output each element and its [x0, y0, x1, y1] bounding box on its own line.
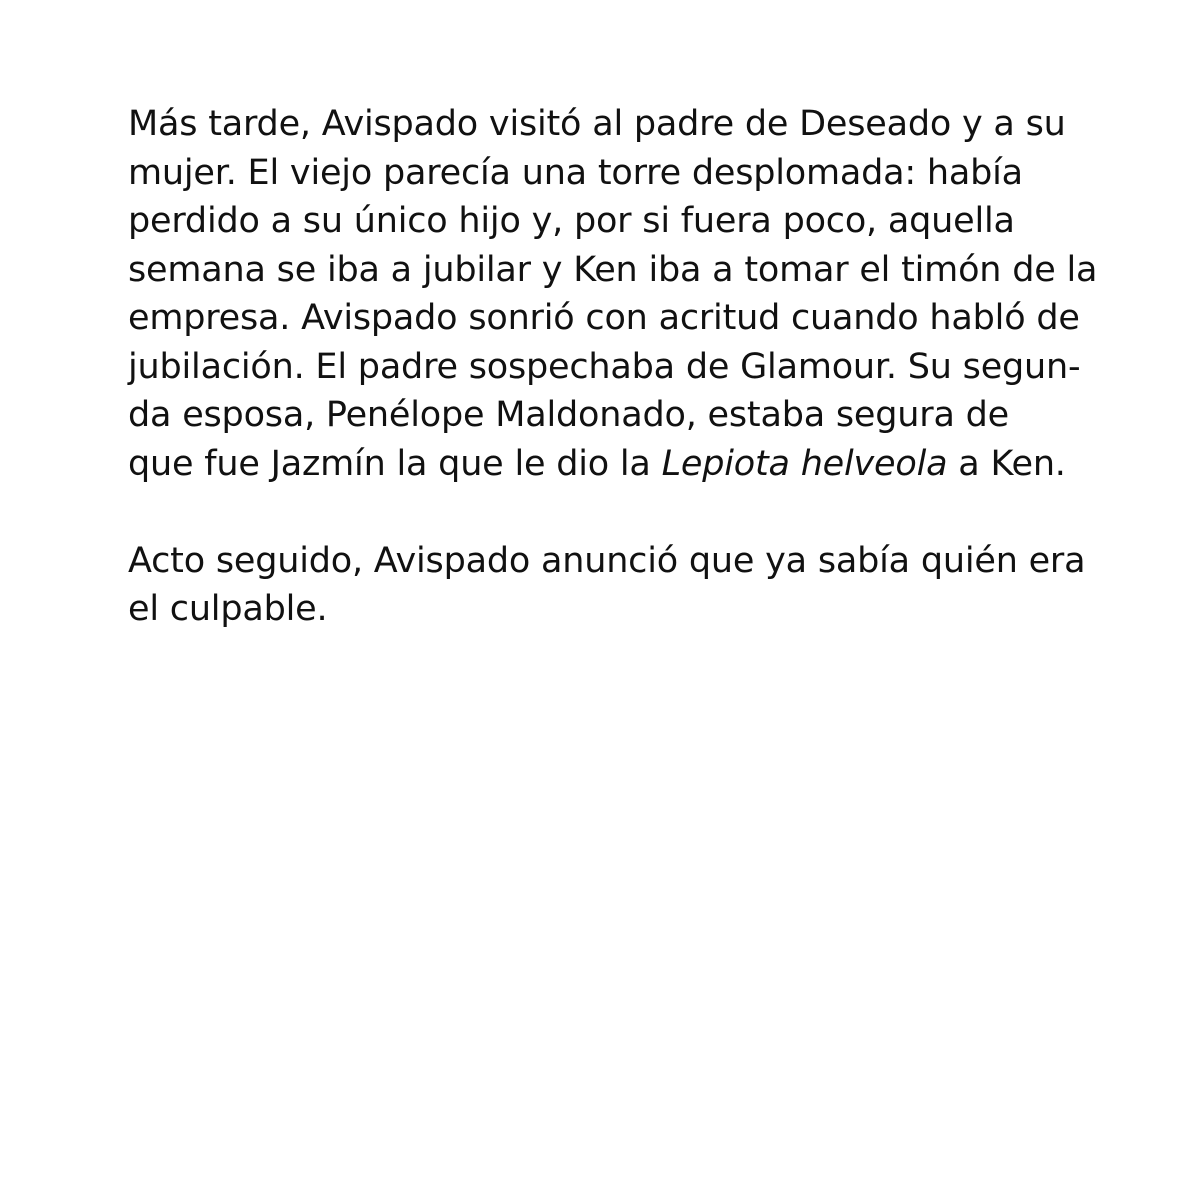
text-line: mujer. El viejo parecía una torre desplomada: había: [128, 152, 1023, 193]
text-line: perdido a su único hijo y, por si fuera poco, aquella: [128, 201, 1015, 241]
text-segment: a Ken.: [947, 443, 1066, 484]
text-line: semana se iba a jubilar y Ken iba a tomar el timón de la: [128, 249, 1098, 290]
text-line: Más tarde, Avispado visitó al padre de Deseado y a su: [128, 104, 1066, 144]
text-line: jubilación. El padre sospechaba de Glamour. Su segun-: [128, 346, 1081, 387]
paragraph-1: [128, 100, 1098, 488]
paragraph-spacer: [128, 488, 1088, 537]
paragraph-2: [128, 537, 1088, 634]
text-line: Acto seguido, Avispado anunció que ya sabía quién era: [128, 540, 1086, 581]
page-body: [128, 100, 1098, 634]
text-line: empresa. Avispado sonrió con acritud cuando habló de: [128, 298, 1080, 338]
text-segment: que fue Jazmín la que le dio la: [128, 443, 662, 484]
text-line: el culpable.: [128, 589, 328, 629]
text-line-with-italic: [128, 440, 1088, 489]
text-line: da esposa, Penélope Maldonado, estaba segura de: [128, 395, 1009, 435]
species-name-italic: Lepiota helveola: [661, 443, 948, 484]
